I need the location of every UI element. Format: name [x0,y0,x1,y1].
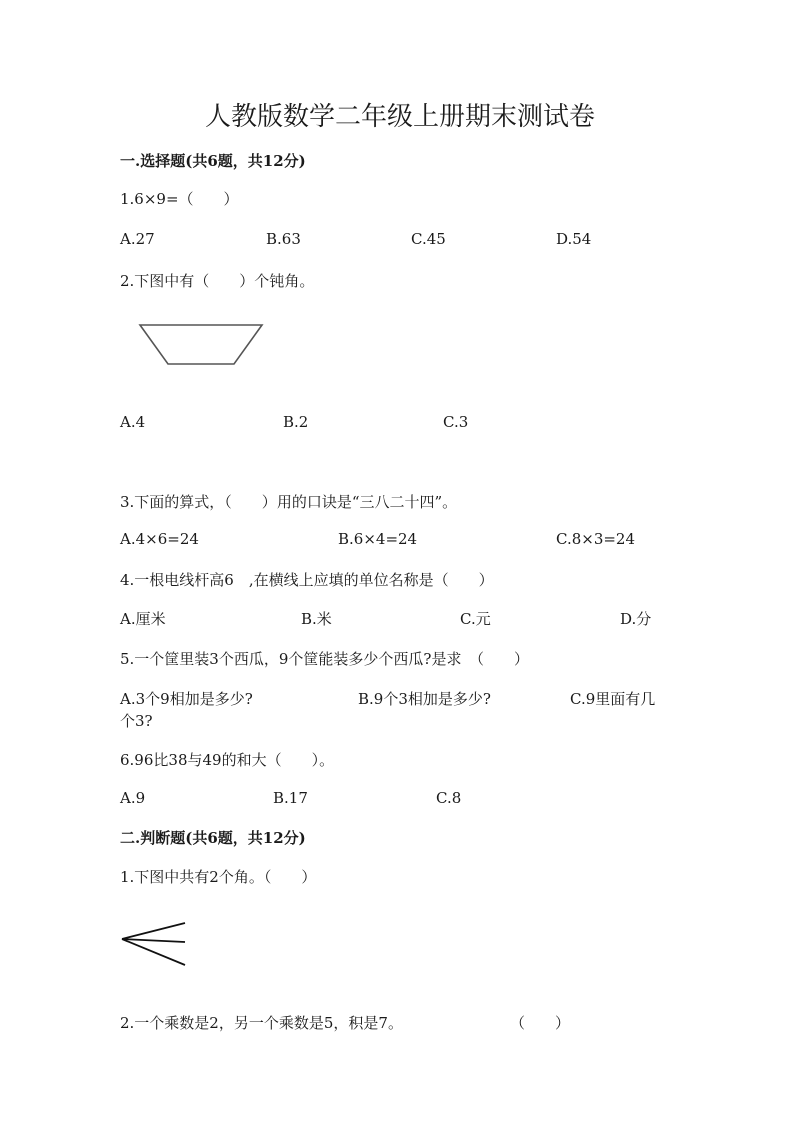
q1-option-d: D.54 [556,230,592,248]
q4-option-a: A.厘米 [120,610,166,628]
judgment-2-text: 2.一个乘数是2，另一个乘数是5，积是7。 [120,1014,403,1032]
section-heading-judgment: 二.判断题(共6题，共12分) [120,829,306,847]
q4-option-b: B.米 [301,610,332,628]
question-1-text: 1.6×9=（ ） [120,190,239,208]
question-4-text: 4.一根电线杆高6 ,在横线上应填的单位名称是（ ） [120,571,494,589]
q5-option-a: A.3个9相加是多少? [120,690,253,708]
question-5-text: 5.一个筐里装3个西瓜，9个筐能装多少个西瓜?是求 （ ） [120,650,529,668]
judgment-2-answer-paren: （ ） [510,1014,571,1032]
q3-option-b: B.6×4=24 [338,530,418,548]
question-6-text: 6.96比38与49的和大（ ）。 [120,751,335,769]
judgment-1-text: 1.下图中共有2个角。（ ） [120,868,317,886]
q3-option-a: A.4×6=24 [120,530,199,548]
q1-option-a: A.27 [120,230,155,248]
page-title: 人教版数学二年级上册期末测试卷 [204,102,595,132]
question-3-text: 3.下面的算式，（ ）用的口诀是“三八二十四”。 [120,493,458,511]
section-heading-choice: 一.选择题(共6题，共12分) [120,152,306,170]
q5-option-c: C.9里面有几 [570,690,656,708]
q2-option-b: B.2 [283,413,309,431]
q1-option-b: B.63 [266,230,301,248]
angle-rays-figure [118,920,190,968]
q5-option-b: B.9个3相加是多少? [358,690,491,708]
q3-option-c: C.8×3=24 [556,530,636,548]
q2-option-a: A.4 [120,413,146,431]
q5-option-c-continued: 个3? [120,712,153,730]
q4-option-c: C.元 [460,610,491,628]
q1-option-c: C.45 [411,230,446,248]
q6-option-c: C.8 [436,789,462,807]
q6-option-a: A.9 [120,789,146,807]
q4-option-d: D.分 [620,610,652,628]
trapezoid-figure [138,322,266,368]
q2-option-c: C.3 [443,413,469,431]
q6-option-b: B.17 [273,789,308,807]
question-2-text: 2.下图中有（ ）个钝角。 [120,272,315,290]
